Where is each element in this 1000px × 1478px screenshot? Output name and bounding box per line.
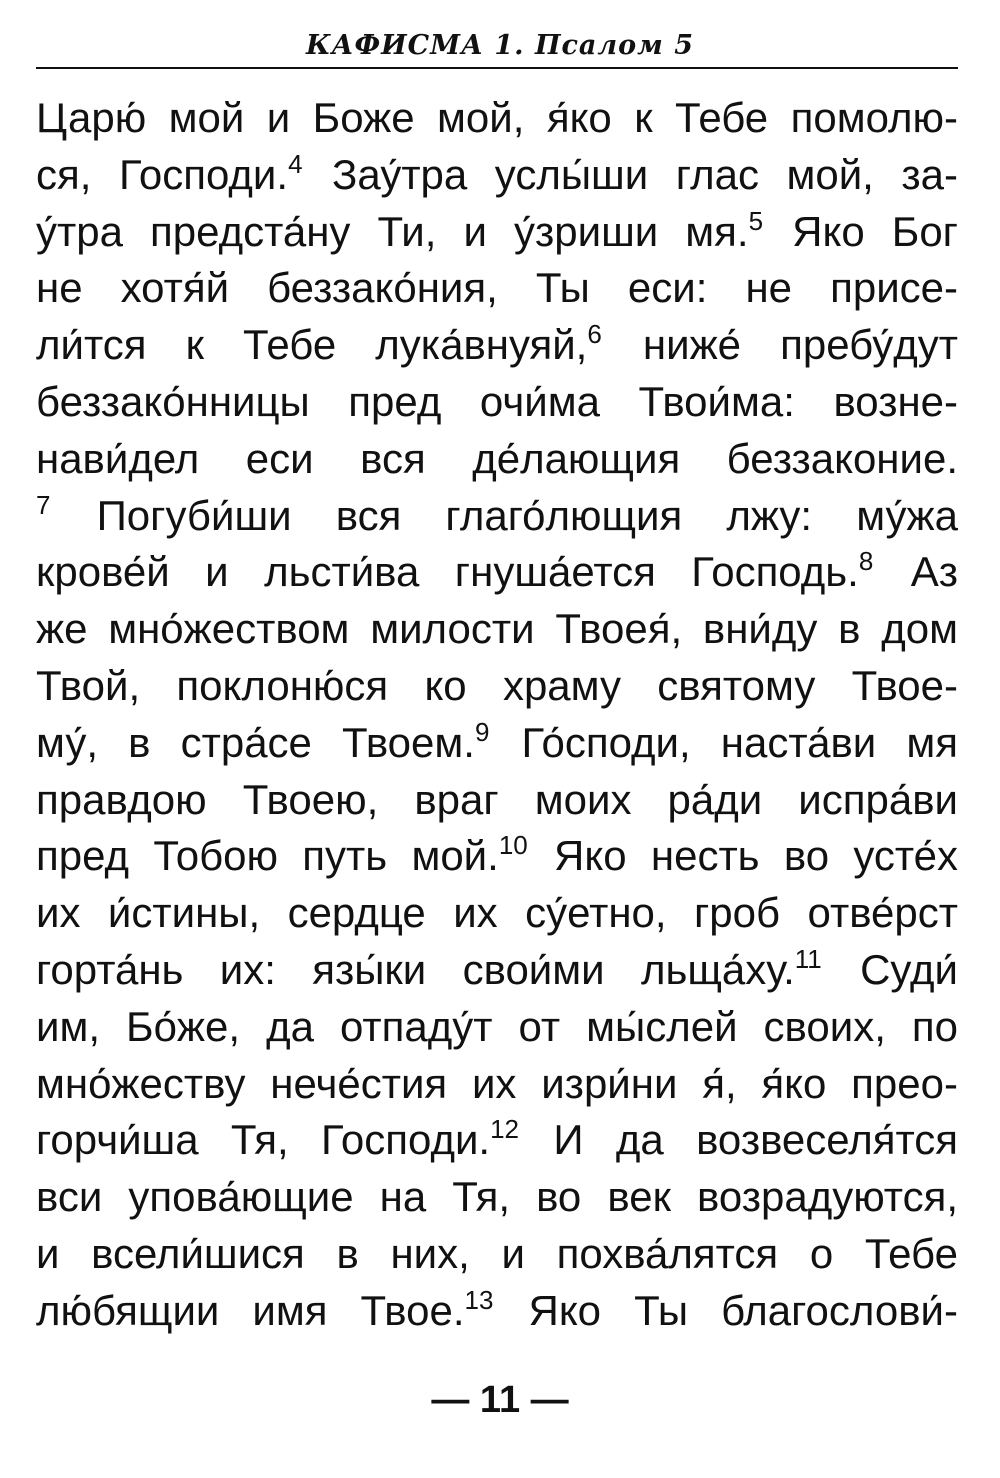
text-run: и всели́шися в них, и похва́лятся о Тебе	[36, 1229, 958, 1277]
text-line	[36, 1112, 958, 1169]
text-line	[36, 544, 958, 601]
text-run: ниже́ пребу́дут	[603, 321, 959, 369]
text-run: Аз	[875, 548, 958, 596]
text-run: не хотя́й беззако́ния, Ты еси: не присе-	[36, 264, 958, 312]
text-run: Яко Ты благослови́-	[495, 1286, 958, 1334]
text-run: Погуби́ши вся глаго́лющия лжу: му́жа	[52, 491, 958, 539]
text-run: горта́нь их: язы́ки свои́ми льща́ху.	[36, 945, 795, 993]
text-line	[36, 1169, 958, 1226]
text-run: беззако́нницы пред очи́ма Твои́ма: возне-	[36, 377, 958, 425]
text-run: горчи́ша Тя, Господи.	[36, 1116, 491, 1164]
text-run: му́, в стра́се Твоем.	[36, 718, 475, 766]
text-line	[36, 715, 958, 772]
text-line	[36, 658, 958, 715]
text-run: мно́жеству нече́стия их изри́ни я́, я́ко прео-	[36, 1059, 958, 1107]
text-run: же мно́жеством милости Твоея́, вни́ду в дом	[36, 605, 958, 653]
verse-number: 7	[36, 489, 51, 520]
text-line	[36, 772, 958, 829]
text-line	[36, 431, 958, 488]
text-run: им, Бо́же, да отпаду́т от мы́слей своих, по	[36, 1002, 958, 1050]
text-run: у́тра предста́ну Ти, и у́зриши мя.	[36, 207, 749, 255]
text-line	[36, 885, 958, 942]
verse-number: 9	[474, 716, 490, 747]
text-line	[36, 942, 958, 999]
header-rule	[36, 67, 958, 69]
text-line	[36, 828, 958, 885]
text-line	[36, 374, 958, 431]
verse-number: 5	[748, 205, 764, 236]
text-line	[36, 601, 958, 658]
verse-number: 6	[587, 319, 602, 350]
running-head: КАФИСМА 1. Псалом 5	[305, 30, 695, 61]
page-number: — 11 —	[431, 1379, 569, 1421]
text-line	[36, 488, 958, 545]
text-run: Яко Бог	[765, 207, 959, 255]
text-run: вси упова́ющие на Тя, во век возрадуются,	[36, 1173, 958, 1221]
text-run: их и́стины, сердце их су́етно, гроб отве́рст	[36, 889, 958, 937]
text-line	[36, 147, 958, 204]
psalm-text	[36, 90, 958, 1340]
text-run: крове́й и льсти́ва гнуша́ется Господь.	[36, 548, 859, 596]
text-line	[36, 1226, 958, 1283]
text-line	[36, 90, 958, 147]
text-run: пред Тобою путь мой.	[36, 832, 499, 880]
text-line	[36, 260, 958, 317]
text-run: Царю́ мой и Боже мой, я́ко к Тебе помолю-	[36, 94, 958, 141]
text-run: лю́бящии имя Твое.	[36, 1286, 465, 1334]
text-line	[36, 204, 958, 261]
text-line	[36, 1056, 958, 1113]
text-run: Го́споди, наста́ви мя	[491, 718, 958, 766]
text-line	[36, 999, 958, 1056]
verse-number: 11	[794, 943, 822, 974]
verse-number: 10	[498, 830, 528, 861]
text-line	[36, 317, 958, 374]
text-run: Яко несть во усте́х	[529, 832, 959, 880]
text-run: Твой, поклоню́ся ко храму святому Твое-	[36, 661, 958, 709]
verse-number: 13	[464, 1284, 494, 1315]
verse-number: 4	[288, 148, 303, 179]
text-run: ли́тся к Тебе лука́внуяй,	[36, 321, 588, 369]
text-run: И да возвеселя́тся	[521, 1116, 958, 1164]
text-run: ся, Господи.	[36, 150, 289, 198]
text-run: Зау́тра услы́ши глас мой, за-	[304, 150, 958, 198]
text-run: нави́дел еси вся де́лающия беззаконие.	[36, 434, 958, 482]
verse-number: 12	[490, 1114, 520, 1145]
text-run: Суди́	[823, 945, 958, 993]
verse-number: 8	[858, 546, 874, 577]
text-run: правдою Твоею, враг моих ра́ди испра́ви	[36, 775, 958, 823]
text-line	[36, 1283, 958, 1340]
